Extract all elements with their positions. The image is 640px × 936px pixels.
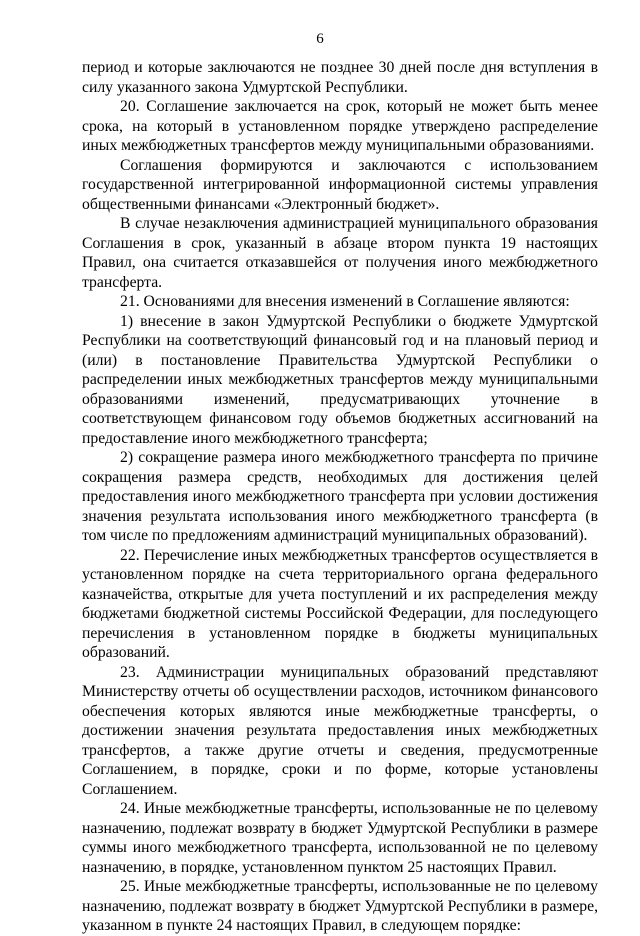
paragraph-continuation: период и которые заключаются не позднее 30 дней после дня вступления в силу указанного закона Удмуртской Республики.	[82, 59, 598, 96]
paragraph-item-23: 23. Администрации муниципальных образований представляют Министерству отчеты об осуществлении расходов, источником финансового обеспечения которых являются иные межбюджетные трансферты, о достижении значения результата предоставления иных межбюджетных трансфертов, а также другие отчеты и сведения, предусмотренные Соглашением, в порядке, сроки и по форме, которые установлены Соглашением.	[82, 663, 598, 798]
paragraph-item-24: 24. Иные межбюджетные трансферты, использованные не по целевому назначению, подлежат возврату в бюджет Удмуртской Республики в размере суммы иного межбюджетного трансферта, использованной не по целевому назначению, в порядке, установленном пунктом 25 настоящих Правил.	[82, 800, 598, 876]
paragraph-non-conclusion: В случае незаключения администрацией муниципального образования Соглашения в срок, указанный в абзаце втором пункта 19 настоящих Правил, она считается отказавшейся от получения иного межбюджетного трансферта.	[82, 215, 598, 291]
paragraph-item-20: 20. Соглашение заключается на срок, который не может быть менее срока, на который в установленном порядке утверждено распределение иных межбюджетных трансфертов между муниципальными образованиями.	[82, 98, 598, 154]
page-number: 6	[316, 31, 324, 47]
paragraph-item-21-2: 2) сокращение размера иного межбюджетного трансферта по причине сокращения размера средств, необходимых для достижения целей предоставления иного межбюджетного трансферта при условии достижения значения результата использования иного межбюджетного трансферта (в том числе по предложениям администраций муниципальных образований).	[82, 449, 598, 544]
paragraph-item-21: 21. Основаниями для внесения изменений в Соглашение являются:	[120, 293, 570, 310]
paragraph-item-21-1: 1) внесение в закон Удмуртской Республики о бюджете Удмуртской Республики на соответствующий финансовый год и на плановый период и (или) в постановление Правительства Удмуртской Республики о распределении иных межбюджетных трансфертов между муниципальными образованиями изменений, предусматривающих уточнение в соответствующем финансовом году объемов бюджетных ассигнований на предоставление иного межбюджетного трансферта;	[82, 312, 598, 447]
paragraph-item-22: 22. Перечисление иных межбюджетных трансфертов осуществляется в установленном порядке на счета территориального органа федерального казначейства, открытые для учета поступлений и их распределения между бюджетами бюджетной системы Российской Федерации, для последующего перечисления в установленном порядке в бюджеты муниципальных образований.	[82, 546, 598, 661]
document-body	[82, 58, 598, 936]
paragraph-agreements-system: Соглашения формируются и заключаются с использованием государственной интегрированной информационной системы управления общественными финансами «Электронный бюджет».	[82, 156, 598, 213]
paragraph-item-25: 25. Иные межбюджетные трансферты, использованные не по целевому назначению, подлежат возврату в бюджет Удмуртской Республики в размере, указанном в пункте 24 настоящих Правил, в следующем порядке:	[82, 878, 599, 934]
